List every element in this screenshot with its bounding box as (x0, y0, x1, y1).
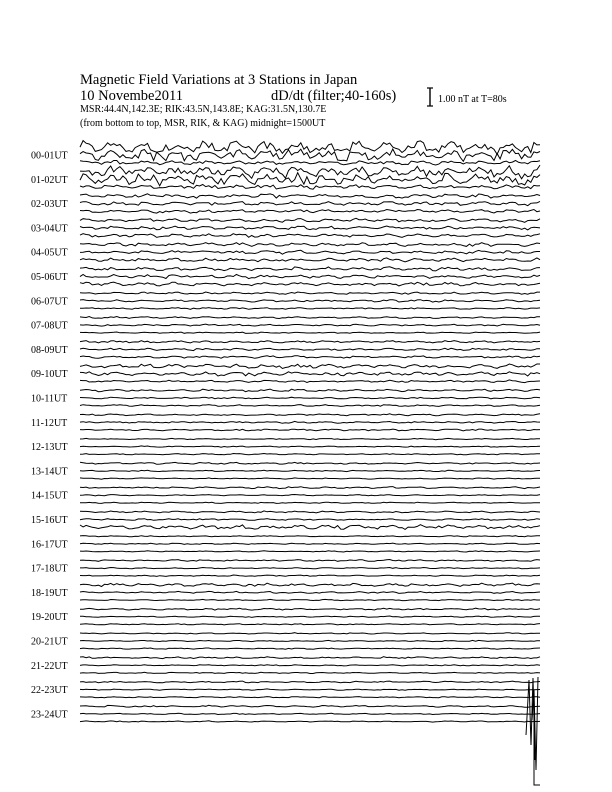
trace-msr (80, 478, 540, 479)
trace-msr (80, 161, 540, 166)
hour-row (31, 681, 540, 698)
row-time-label: 23-24UT (31, 709, 68, 721)
trace-msr (80, 380, 540, 383)
trace-rik (80, 397, 540, 399)
hour-row (31, 243, 540, 262)
trace-rik (80, 689, 540, 690)
hour-row (31, 633, 540, 650)
chart-quantity: dD/dt (filter;40-160s) (271, 88, 397, 104)
hour-row (31, 583, 540, 601)
trace-rik (80, 324, 540, 326)
row-time-label: 04-05UT (31, 247, 68, 259)
hour-row (31, 705, 540, 722)
trace-kag (80, 267, 540, 271)
trace-rik (80, 665, 540, 666)
trace-rik (80, 616, 540, 617)
trace-msr (80, 648, 540, 649)
scale-bar (427, 88, 433, 106)
hour-row (31, 267, 540, 286)
trace-msr (80, 234, 540, 238)
row-time-label: 02-03UT (31, 199, 68, 211)
trace-kag (80, 414, 540, 416)
row-time-label: 16-17UT (31, 539, 68, 551)
hour-row (31, 317, 540, 334)
trace-kag (80, 364, 540, 369)
trace-msr (80, 525, 540, 530)
trace-rik (80, 640, 540, 641)
hour-row (31, 165, 540, 189)
trace-msr (80, 721, 540, 722)
trace-msr (80, 332, 540, 333)
row-time-label: 10-11UT (31, 393, 68, 405)
hour-row (31, 364, 540, 383)
hour-row (31, 141, 540, 165)
trace-kag (80, 218, 540, 222)
hour-row (31, 511, 540, 530)
trace-rik (80, 543, 540, 544)
hour-row (31, 218, 540, 237)
hour-row (31, 438, 540, 454)
row-time-label: 03-04UT (31, 223, 68, 235)
trace-rik (80, 275, 540, 279)
trace-kag (80, 165, 540, 179)
trace-kag (80, 633, 540, 634)
row-time-label: 08-09UT (31, 344, 68, 356)
row-time-label: 00-01UT (31, 150, 68, 162)
trace-kag (80, 317, 540, 319)
trace-msr (80, 672, 540, 673)
trace-kag (80, 487, 540, 489)
trace-rik (80, 173, 540, 186)
trace-msr (80, 697, 540, 698)
trace-rik (80, 470, 540, 471)
trace-msr (80, 308, 540, 310)
trace-msr (80, 258, 540, 262)
trace-msr (80, 551, 540, 552)
trace-rik (80, 568, 540, 569)
row-time-label: 22-23UT (31, 685, 68, 697)
row-time-label: 01-02UT (31, 174, 68, 186)
trace-rik (80, 591, 540, 593)
row-time-label: 17-18UT (31, 563, 68, 575)
trace-msr (80, 185, 540, 190)
row-time-label: 05-06UT (31, 272, 68, 283)
hour-row (31, 657, 540, 674)
trace-kag (80, 194, 540, 198)
trace-rik (80, 421, 540, 423)
trace-rik (80, 446, 540, 447)
row-time-label: 12-13UT (31, 442, 68, 454)
trace-msr (80, 575, 540, 576)
row-time-label: 13-14UT (31, 466, 68, 478)
trace-rik (80, 250, 540, 254)
scale-bar-label: 1.00 nT at T=80s (438, 94, 507, 105)
trace-msr (80, 624, 540, 625)
trace-kag (80, 462, 540, 464)
row-time-label: 15-16UT (31, 515, 68, 526)
trace-kag (80, 389, 540, 392)
hour-row (31, 487, 540, 504)
trace-msr (80, 454, 540, 455)
trace-kag (80, 243, 540, 247)
row-time-label: 06-07UT (31, 296, 68, 308)
trace-kag (80, 141, 540, 155)
trace-rik (80, 519, 540, 521)
trace-kag (80, 681, 540, 683)
trace-rik (80, 149, 540, 161)
hour-row (31, 292, 540, 309)
trace-kag (80, 438, 540, 439)
trace-kag (80, 511, 540, 513)
row-time-label: 21-22UT (31, 660, 68, 672)
hour-row (31, 560, 540, 577)
hour-row (31, 194, 540, 213)
trace-kag (80, 292, 540, 294)
chart-title: Magnetic Field Variations at 3 Stations in Japan (80, 72, 358, 88)
trace-rik (80, 300, 540, 303)
trace-rik (80, 226, 540, 230)
trace-kag (80, 536, 540, 537)
trace-kag (80, 608, 540, 610)
hour-row (31, 462, 540, 479)
hour-row (31, 341, 540, 359)
row-time-label: 07-08UT (31, 320, 68, 332)
trace-kag (80, 583, 540, 586)
trace-msr (80, 429, 540, 431)
row-time-label: 20-21UT (31, 636, 68, 648)
row-time-label: 09-10UT (31, 369, 68, 381)
trace-kag (80, 560, 540, 562)
trace-msr (80, 210, 540, 214)
trace-order-note: (from bottom to top, MSR, RIK, & KAG) midnight=1500UT (80, 118, 326, 129)
row-time-label: 18-19UT (31, 587, 68, 599)
trace-kag (80, 657, 540, 659)
hour-row (31, 608, 540, 625)
trace-kag (80, 341, 540, 343)
trace-rik (80, 713, 540, 714)
trace-msr (80, 356, 540, 359)
trace-rik (80, 348, 540, 350)
trace-msr (80, 405, 540, 407)
hour-row (31, 414, 540, 431)
station-coordinates: MSR:44.4N,142.3E; RIK:43.5N,143.8E; KAG:31.5N,130.7E (80, 104, 327, 115)
trace-rik (80, 495, 540, 496)
trace-msr (80, 502, 540, 503)
chart-date: 10 Novembe2011 (80, 88, 183, 104)
trace-rik (80, 372, 540, 376)
trace-msr (80, 599, 540, 600)
hour-row (31, 536, 540, 552)
row-time-label: 14-15UT (31, 490, 68, 502)
trace-rik (80, 201, 540, 205)
row-time-label: 11-12UT (31, 417, 68, 429)
hour-row (31, 389, 540, 406)
row-time-label: 19-20UT (31, 612, 68, 624)
trace-msr (80, 282, 540, 286)
trace-kag (80, 705, 540, 707)
offscale-spikes (526, 677, 540, 785)
